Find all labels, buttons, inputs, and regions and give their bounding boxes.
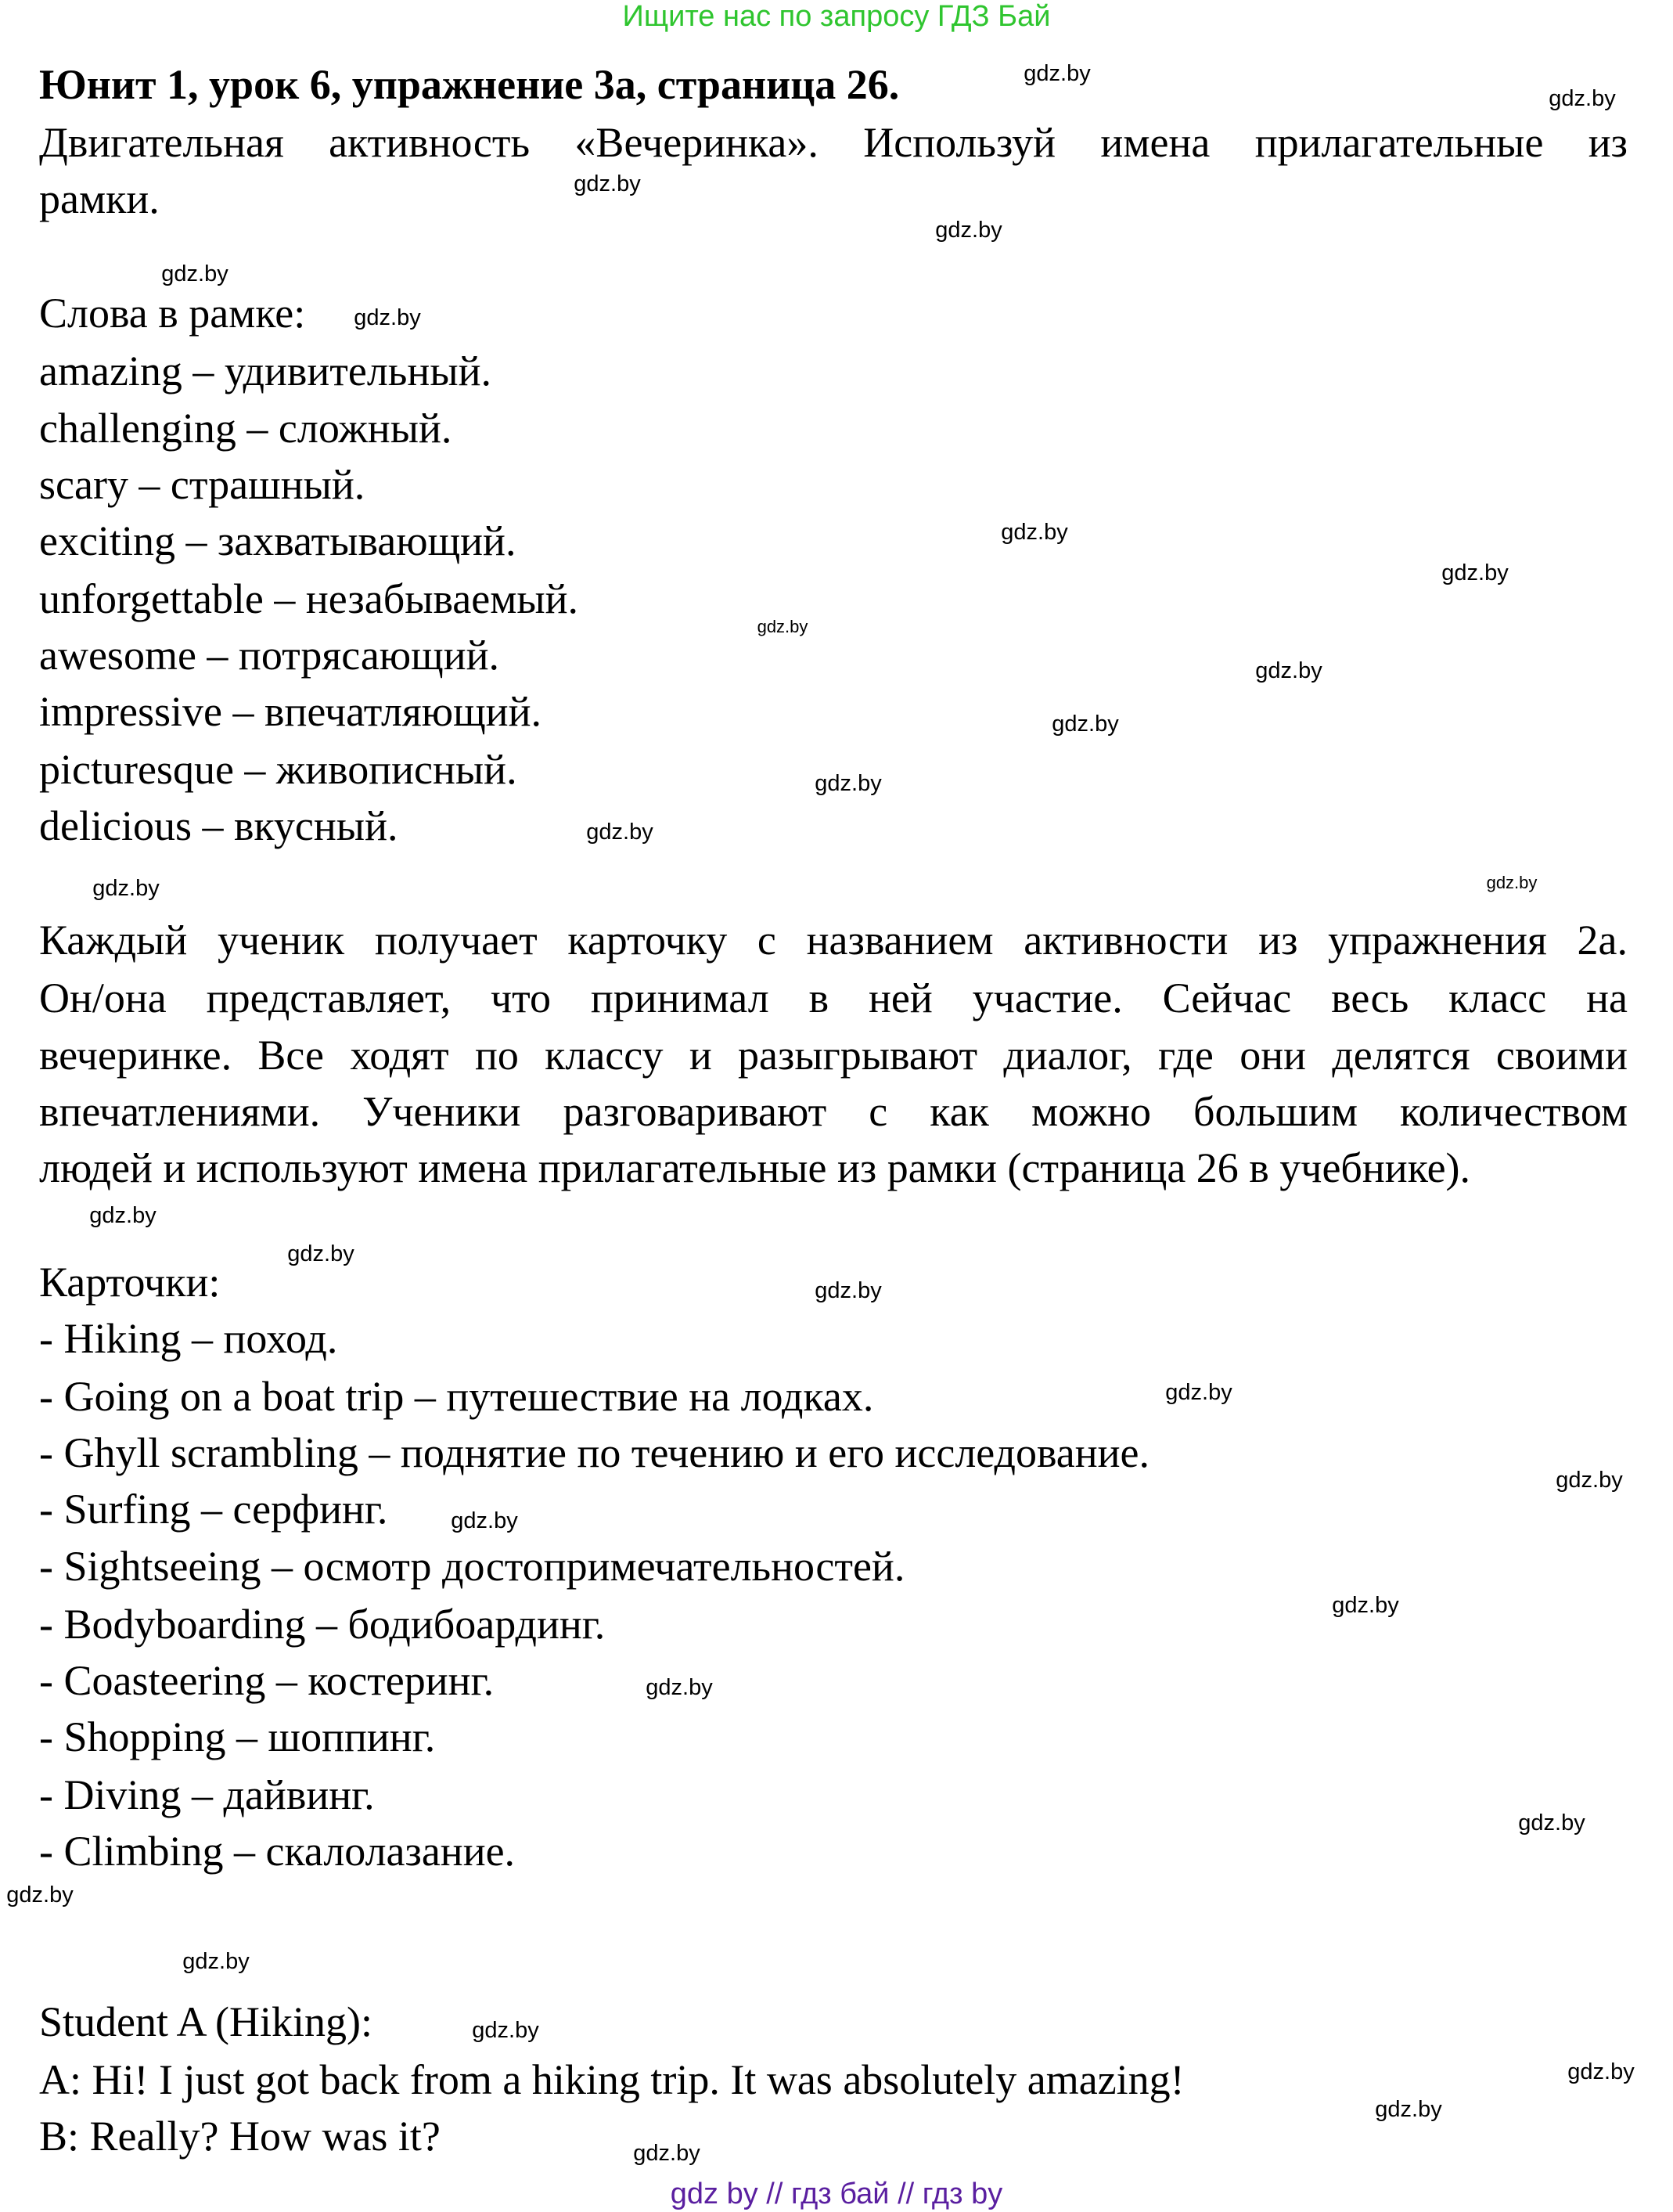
watermark: gdz.by [182,1949,250,1974]
watermark: gdz.by [815,1278,882,1303]
watermark: gdz.by [1518,1810,1585,1836]
intro-line: рамки. [39,175,160,222]
word-item: delicious – вкусный. [39,802,398,849]
dialog-line: B: Really? How was it? [39,2113,441,2160]
watermark: gdz.by [6,1882,74,1908]
watermark: gdz.by [1441,560,1509,585]
page-title: Юнит 1, урок 6, упражнение 3а, страница 26. [39,61,900,108]
watermark: gdz.by [1375,2097,1442,2122]
card-item: - Diving – дайвинг. [39,1771,375,1818]
word-item: picturesque – живописный. [39,746,517,793]
watermark: gdz.by [1486,873,1538,892]
footer-link[interactable]: gdz by // гдз бай // гдз by [670,2178,1003,2210]
card-item: - Going on a boat trip – путешествие на лодках. [39,1373,874,1420]
word-item: awesome – потрясающий. [39,632,500,679]
word-item: scary – страшный. [39,461,365,508]
card-item: - Surfing – серфинг. [39,1486,388,1533]
card-item: - Bodyboarding – бодибоардинг. [39,1601,606,1648]
watermark: gdz.by [1567,2059,1635,2084]
watermark: gdz.by [1052,712,1119,737]
word-item: unforgettable – незабываемый. [39,575,579,622]
word-item: exciting – захватывающий. [39,517,516,564]
watermark: gdz.by [1549,86,1616,111]
watermark: gdz.by [1332,1593,1399,1618]
dialog-heading: Student A (Hiking): [39,1998,373,2045]
search-hint-link[interactable]: Ищите нас по запросу ГДЗ Бай [622,0,1051,33]
watermark: gdz.by [1024,61,1091,86]
word-item: challenging – сложный. [39,405,452,452]
card-item: - Shopping – шоппинг. [39,1713,436,1760]
watermark: gdz.by [574,171,641,196]
dialog-line: A: Hi! I just got back from a hiking trip. It was absolutely amazing! [39,2056,1185,2103]
watermark: gdz.by [1255,658,1322,683]
watermark: gdz.by [287,1241,354,1266]
words-heading: Слова в рамке: [39,290,306,337]
task-line: впечатлениями. Ученики разговаривают с как можно большим количеством [39,1088,1628,1135]
watermark: gdz.by [92,876,160,901]
watermark: gdz.by [1165,1380,1232,1405]
card-item: - Hiking – поход. [39,1315,338,1362]
watermark: gdz.by [161,261,228,286]
word-item: impressive – впечатляющий. [39,688,541,735]
cards-heading: Карточки: [39,1259,221,1306]
card-item: - Coasteering – костеринг. [39,1657,495,1704]
watermark: gdz.by [354,305,421,330]
watermark: gdz.by [935,218,1002,243]
task-line: людей и используют имена прилагательные из рамки (страница 26 в учебнике). [39,1144,1471,1191]
watermark: gdz.by [815,771,882,796]
word-item: amazing – удивительный. [39,348,491,394]
card-item: - Climbing – скалолазание. [39,1828,516,1875]
card-item: - Sightseeing – осмотр достопримечательностей. [39,1543,905,1590]
task-line: Он/она представляет, что принимал в ней участие. Сейчас весь класс на [39,975,1628,1021]
intro-line: Двигательная активность «Вечеринка». Используй имена прилагательные из [39,119,1628,166]
card-item: - Ghyll scrambling – поднятие по течению и его исследование. [39,1429,1150,1476]
watermark: gdz.by [89,1203,157,1228]
watermark: gdz.by [1001,520,1068,545]
task-line: вечеринке. Все ходят по классу и разыгрывают диалог, где они делятся своими [39,1032,1628,1079]
watermark: gdz.by [646,1675,713,1700]
watermark: gdz.by [586,820,653,845]
watermark: gdz.by [757,617,808,636]
watermark: gdz.by [633,2141,700,2166]
watermark: gdz.by [1556,1468,1623,1493]
watermark: gdz.by [451,1508,518,1533]
watermark: gdz.by [472,2018,539,2043]
task-line: Каждый ученик получает карточку с названием активности из упражнения 2a. [39,917,1628,964]
